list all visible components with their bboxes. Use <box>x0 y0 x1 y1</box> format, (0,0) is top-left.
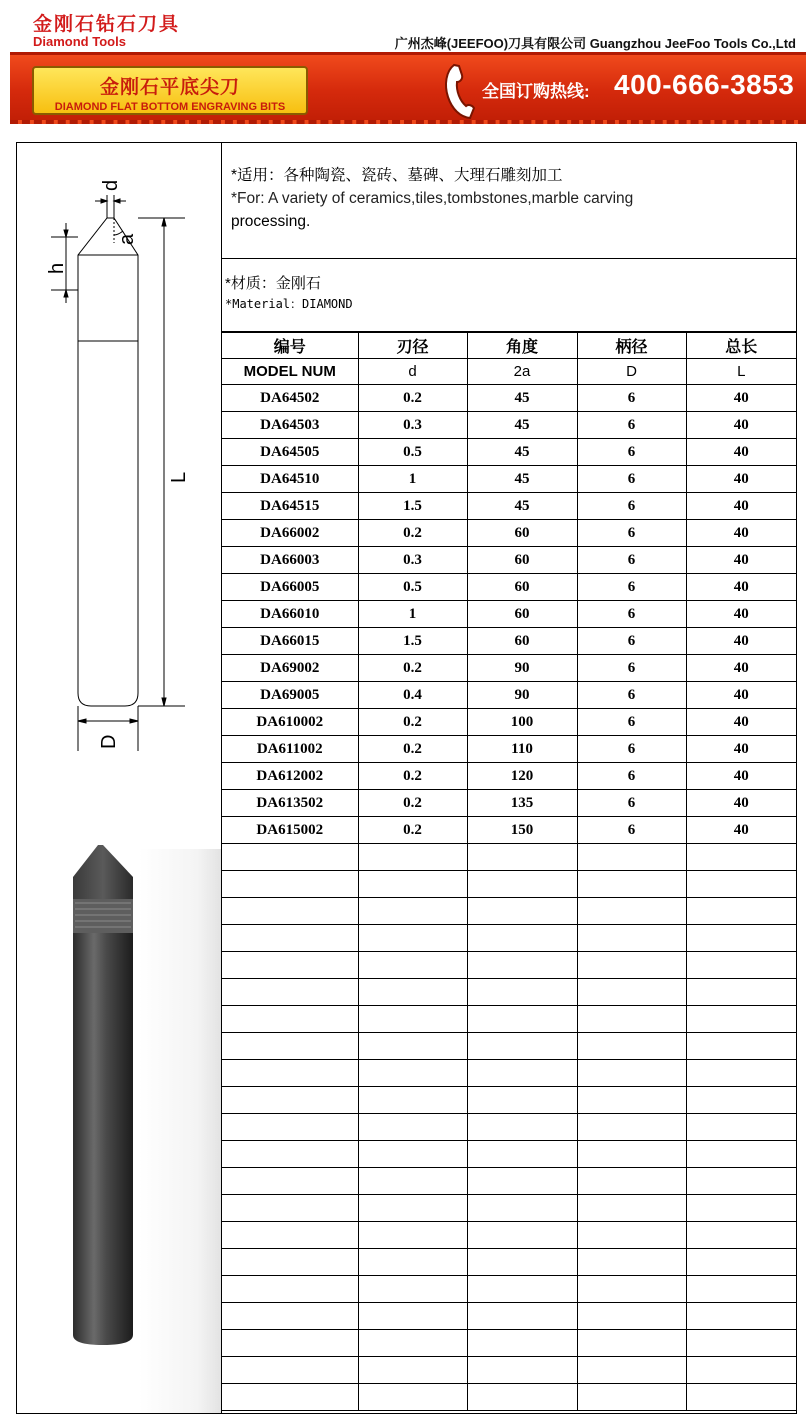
cell-length: 40 <box>686 412 796 439</box>
empty-cell <box>222 925 358 952</box>
cell-blade-dia: 0.4 <box>358 682 467 709</box>
empty-cell <box>577 1222 686 1249</box>
product-photo <box>17 829 222 1413</box>
hotline-label: 全国订购热线: <box>482 82 590 101</box>
empty-cell <box>358 1195 467 1222</box>
empty-cell <box>467 1087 577 1114</box>
cell-model: DA611002 <box>222 736 358 763</box>
cell-shank-dia: 6 <box>577 412 686 439</box>
empty-cell <box>467 1276 577 1303</box>
cell-angle: 60 <box>467 601 577 628</box>
cell-angle: 60 <box>467 520 577 547</box>
cell-angle: 150 <box>467 817 577 844</box>
empty-cell <box>686 1249 796 1276</box>
col-header-angle-en: 2a <box>467 359 577 385</box>
usage-section <box>222 143 796 259</box>
technical-drawing <box>17 143 222 829</box>
empty-cell <box>358 844 467 871</box>
cell-shank-dia: 6 <box>577 385 686 412</box>
product-title-box <box>32 66 308 115</box>
col-header-angle-cn: 角度 <box>467 333 577 359</box>
table-header-en-row <box>222 359 796 385</box>
col-header-model-en: MODEL NUM <box>222 359 358 385</box>
empty-cell <box>358 1006 467 1033</box>
empty-cell <box>577 1141 686 1168</box>
product-title-en: DIAMOND FLAT BOTTOM ENGRAVING BITS <box>54 101 286 113</box>
cell-model: DA69002 <box>222 655 358 682</box>
cell-shank-dia: 6 <box>577 655 686 682</box>
drawing-panel <box>17 143 222 1413</box>
empty-cell <box>358 952 467 979</box>
cell-shank-dia: 6 <box>577 574 686 601</box>
cell-shank-dia: 6 <box>577 601 686 628</box>
table-row <box>222 412 796 439</box>
cell-angle: 60 <box>467 574 577 601</box>
cell-shank-dia: 6 <box>577 466 686 493</box>
table-row <box>222 790 796 817</box>
empty-cell <box>686 1087 796 1114</box>
cell-angle: 110 <box>467 736 577 763</box>
table-row <box>222 682 796 709</box>
brand-name-cn: 金刚石钻石刀具 <box>33 14 181 35</box>
cell-angle: 120 <box>467 763 577 790</box>
empty-cell <box>686 1384 796 1411</box>
company-name: 广州杰峰(JEEFOO)刀具有限公司 Guangzhou JeeFoo Tools Co.,Ltd <box>394 36 796 51</box>
cell-angle: 60 <box>467 628 577 655</box>
brand-name-en: Diamond Tools <box>33 34 126 49</box>
empty-cell <box>222 1060 358 1087</box>
table-row <box>222 736 796 763</box>
empty-cell <box>577 1249 686 1276</box>
table-row <box>222 466 796 493</box>
empty-table-row <box>222 1006 796 1033</box>
cell-blade-dia: 0.2 <box>358 385 467 412</box>
cell-blade-dia: 0.5 <box>358 439 467 466</box>
cell-model: DA66003 <box>222 547 358 574</box>
col-header-length-cn: 总长 <box>686 333 796 359</box>
empty-table-row <box>222 1141 796 1168</box>
empty-cell <box>686 979 796 1006</box>
info-panel <box>222 143 796 1413</box>
cell-blade-dia: 1.5 <box>358 493 467 520</box>
empty-cell <box>358 1330 467 1357</box>
empty-cell <box>686 898 796 925</box>
empty-cell <box>577 1060 686 1087</box>
table-row <box>222 763 796 790</box>
empty-table-row <box>222 898 796 925</box>
dim-label-a: a <box>116 233 138 245</box>
cell-shank-dia: 6 <box>577 709 686 736</box>
cell-length: 40 <box>686 682 796 709</box>
empty-table-row <box>222 844 796 871</box>
empty-cell <box>577 1033 686 1060</box>
empty-cell <box>467 871 577 898</box>
cell-angle: 90 <box>467 682 577 709</box>
cell-shank-dia: 6 <box>577 628 686 655</box>
empty-cell <box>222 1276 358 1303</box>
empty-cell <box>577 925 686 952</box>
empty-table-row <box>222 1276 796 1303</box>
empty-cell <box>358 925 467 952</box>
cell-length: 40 <box>686 601 796 628</box>
empty-table-row <box>222 1195 796 1222</box>
empty-cell <box>222 844 358 871</box>
table-row <box>222 385 796 412</box>
empty-table-row <box>222 1330 796 1357</box>
empty-cell <box>686 952 796 979</box>
cell-shank-dia: 6 <box>577 736 686 763</box>
table-row <box>222 547 796 574</box>
col-header-blade-dia-en: d <box>358 359 467 385</box>
material-en: *Material：DIAMOND <box>225 297 353 311</box>
empty-cell <box>467 952 577 979</box>
cell-blade-dia: 0.2 <box>358 655 467 682</box>
cell-blade-dia: 0.3 <box>358 412 467 439</box>
empty-table-row <box>222 871 796 898</box>
empty-cell <box>222 1303 358 1330</box>
cell-length: 40 <box>686 817 796 844</box>
cell-blade-dia: 0.2 <box>358 709 467 736</box>
empty-cell <box>686 1222 796 1249</box>
empty-table-row <box>222 1303 796 1330</box>
cell-model: DA64502 <box>222 385 358 412</box>
cell-blade-dia: 0.2 <box>358 817 467 844</box>
empty-cell <box>358 979 467 1006</box>
cell-blade-dia: 0.3 <box>358 547 467 574</box>
cell-angle: 100 <box>467 709 577 736</box>
cell-shank-dia: 6 <box>577 520 686 547</box>
col-header-shank-dia-cn: 柄径 <box>577 333 686 359</box>
empty-cell <box>686 1303 796 1330</box>
cell-length: 40 <box>686 547 796 574</box>
empty-cell <box>222 1006 358 1033</box>
cell-blade-dia: 0.5 <box>358 574 467 601</box>
empty-cell <box>467 1114 577 1141</box>
empty-cell <box>686 1276 796 1303</box>
cell-angle: 45 <box>467 493 577 520</box>
empty-cell <box>467 1033 577 1060</box>
cell-blade-dia: 0.2 <box>358 790 467 817</box>
cell-angle: 45 <box>467 466 577 493</box>
cell-length: 40 <box>686 790 796 817</box>
cell-model: DA64515 <box>222 493 358 520</box>
cell-model: DA64510 <box>222 466 358 493</box>
empty-cell <box>577 1384 686 1411</box>
empty-cell <box>577 844 686 871</box>
cell-angle: 45 <box>467 385 577 412</box>
cell-shank-dia: 6 <box>577 790 686 817</box>
col-header-blade-dia-cn: 刃径 <box>358 333 467 359</box>
cell-length: 40 <box>686 520 796 547</box>
empty-cell <box>577 1087 686 1114</box>
cell-model: DA612002 <box>222 763 358 790</box>
table-row <box>222 574 796 601</box>
cell-length: 40 <box>686 493 796 520</box>
table-row <box>222 439 796 466</box>
cell-model: DA66005 <box>222 574 358 601</box>
cell-shank-dia: 6 <box>577 439 686 466</box>
empty-cell <box>358 1303 467 1330</box>
empty-table-row <box>222 1087 796 1114</box>
empty-cell <box>467 1222 577 1249</box>
empty-cell <box>358 1060 467 1087</box>
empty-cell <box>686 1033 796 1060</box>
empty-cell <box>686 1114 796 1141</box>
empty-cell <box>577 1195 686 1222</box>
empty-cell <box>222 1195 358 1222</box>
empty-cell <box>358 1357 467 1384</box>
empty-cell <box>222 1330 358 1357</box>
table-row <box>222 817 796 844</box>
empty-cell <box>467 844 577 871</box>
cell-shank-dia: 6 <box>577 763 686 790</box>
cell-shank-dia: 6 <box>577 682 686 709</box>
phone-handset-icon <box>442 61 482 121</box>
empty-cell <box>222 1141 358 1168</box>
empty-cell <box>467 1006 577 1033</box>
empty-cell <box>467 1249 577 1276</box>
empty-cell <box>577 898 686 925</box>
empty-cell <box>686 1060 796 1087</box>
cell-model: DA64503 <box>222 412 358 439</box>
cell-angle: 90 <box>467 655 577 682</box>
empty-cell <box>358 1276 467 1303</box>
dim-label-d: d <box>100 179 122 191</box>
empty-cell <box>467 1384 577 1411</box>
cell-length: 40 <box>686 574 796 601</box>
empty-cell <box>577 1114 686 1141</box>
product-sheet <box>16 142 797 1414</box>
empty-cell <box>222 1384 358 1411</box>
empty-cell <box>222 1114 358 1141</box>
empty-cell <box>222 1222 358 1249</box>
empty-table-row <box>222 1222 796 1249</box>
empty-table-row <box>222 979 796 1006</box>
table-header-cn-row <box>222 333 796 359</box>
empty-cell <box>577 979 686 1006</box>
empty-table-row <box>222 1168 796 1195</box>
cell-blade-dia: 1 <box>358 466 467 493</box>
empty-cell <box>467 979 577 1006</box>
empty-cell <box>577 871 686 898</box>
table-row <box>222 628 796 655</box>
cell-angle: 60 <box>467 547 577 574</box>
cell-length: 40 <box>686 709 796 736</box>
table-row <box>222 520 796 547</box>
empty-cell <box>222 1033 358 1060</box>
empty-cell <box>686 1330 796 1357</box>
cell-angle: 45 <box>467 412 577 439</box>
col-header-shank-dia-en: D <box>577 359 686 385</box>
table-row <box>222 655 796 682</box>
dim-label-h: h <box>46 262 68 274</box>
material-section <box>222 259 796 332</box>
spec-table-body <box>222 385 796 1411</box>
cell-angle: 135 <box>467 790 577 817</box>
dim-label-L: L <box>168 471 190 483</box>
cell-model: DA615002 <box>222 817 358 844</box>
empty-cell <box>577 1330 686 1357</box>
empty-cell <box>222 952 358 979</box>
empty-cell <box>686 871 796 898</box>
table-row <box>222 709 796 736</box>
cell-length: 40 <box>686 439 796 466</box>
empty-cell <box>577 1168 686 1195</box>
empty-cell <box>577 1276 686 1303</box>
cell-model: DA610002 <box>222 709 358 736</box>
empty-cell <box>686 1006 796 1033</box>
cell-blade-dia: 0.2 <box>358 736 467 763</box>
empty-table-row <box>222 1384 796 1411</box>
usage-en-line2: processing. <box>231 213 311 230</box>
product-title-cn: 金刚石平底尖刀 <box>99 77 240 98</box>
empty-cell <box>467 1168 577 1195</box>
empty-table-row <box>222 1249 796 1276</box>
empty-cell <box>222 1087 358 1114</box>
cell-model: DA613502 <box>222 790 358 817</box>
cell-shank-dia: 6 <box>577 817 686 844</box>
spec-table <box>222 332 796 1411</box>
empty-cell <box>358 871 467 898</box>
empty-cell <box>686 1195 796 1222</box>
empty-cell <box>358 1384 467 1411</box>
cell-model: DA64505 <box>222 439 358 466</box>
cell-blade-dia: 0.2 <box>358 763 467 790</box>
empty-cell <box>686 1141 796 1168</box>
table-row <box>222 493 796 520</box>
col-header-length-en: L <box>686 359 796 385</box>
empty-cell <box>358 1033 467 1060</box>
empty-table-row <box>222 1060 796 1087</box>
empty-cell <box>686 1357 796 1384</box>
empty-cell <box>467 1303 577 1330</box>
empty-cell <box>222 871 358 898</box>
empty-table-row <box>222 1114 796 1141</box>
table-row <box>222 601 796 628</box>
empty-cell <box>358 1222 467 1249</box>
empty-cell <box>467 1330 577 1357</box>
empty-cell <box>467 925 577 952</box>
usage-cn: *适用：各种陶瓷、瓷砖、墓碑、大理石雕刻加工 <box>231 167 563 184</box>
empty-cell <box>467 1060 577 1087</box>
empty-cell <box>686 844 796 871</box>
cell-blade-dia: 0.2 <box>358 520 467 547</box>
cell-shank-dia: 6 <box>577 547 686 574</box>
cell-length: 40 <box>686 655 796 682</box>
empty-cell <box>358 1168 467 1195</box>
cell-length: 40 <box>686 763 796 790</box>
empty-cell <box>358 1249 467 1276</box>
empty-cell <box>222 1168 358 1195</box>
dim-label-D: D <box>98 734 120 749</box>
empty-cell <box>686 1168 796 1195</box>
empty-cell <box>577 952 686 979</box>
material-cn: *材质：金刚石 <box>225 275 321 292</box>
cell-blade-dia: 1.5 <box>358 628 467 655</box>
cell-length: 40 <box>686 736 796 763</box>
empty-cell <box>577 1006 686 1033</box>
hotline-number[interactable]: 400-666-3853 <box>614 69 795 100</box>
empty-cell <box>467 898 577 925</box>
empty-table-row <box>222 1357 796 1384</box>
col-header-model-cn: 编号 <box>222 333 358 359</box>
empty-cell <box>222 979 358 1006</box>
cell-length: 40 <box>686 385 796 412</box>
tool-outline <box>78 218 138 706</box>
empty-cell <box>358 1114 467 1141</box>
cell-angle: 45 <box>467 439 577 466</box>
cell-model: DA66010 <box>222 601 358 628</box>
cell-shank-dia: 6 <box>577 493 686 520</box>
empty-cell <box>467 1195 577 1222</box>
empty-cell <box>358 898 467 925</box>
empty-cell <box>467 1141 577 1168</box>
empty-cell <box>577 1357 686 1384</box>
empty-cell <box>686 925 796 952</box>
cell-length: 40 <box>686 628 796 655</box>
empty-table-row <box>222 952 796 979</box>
cell-length: 40 <box>686 466 796 493</box>
usage-en-line1: *For: A variety of ceramics,tiles,tombstones,marble carving <box>231 190 634 207</box>
cell-model: DA66015 <box>222 628 358 655</box>
empty-table-row <box>222 925 796 952</box>
header-banner <box>10 52 806 124</box>
empty-table-row <box>222 1033 796 1060</box>
cell-model: DA69005 <box>222 682 358 709</box>
empty-cell <box>222 898 358 925</box>
empty-cell <box>222 1357 358 1384</box>
empty-cell <box>577 1303 686 1330</box>
empty-cell <box>358 1141 467 1168</box>
cell-blade-dia: 1 <box>358 601 467 628</box>
empty-cell <box>358 1087 467 1114</box>
empty-cell <box>467 1357 577 1384</box>
cell-model: DA66002 <box>222 520 358 547</box>
empty-cell <box>222 1249 358 1276</box>
